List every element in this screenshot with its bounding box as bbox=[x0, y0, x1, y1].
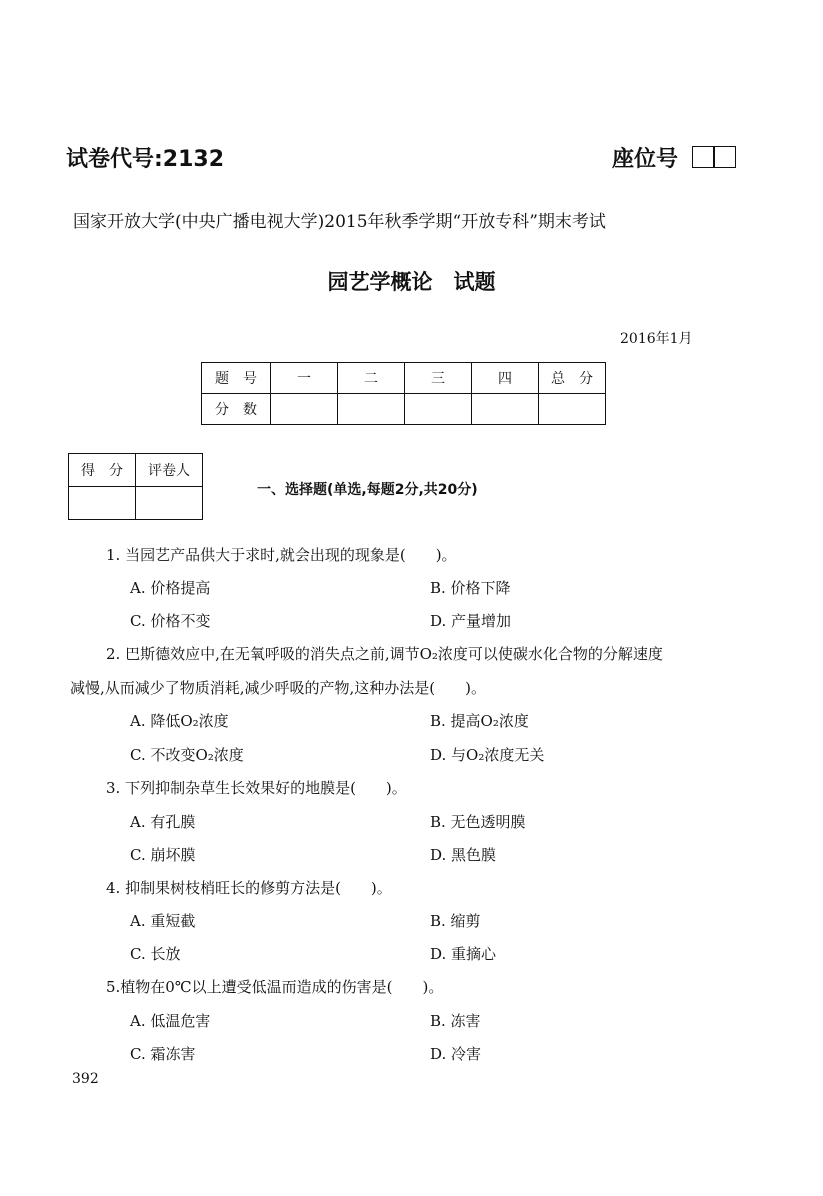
subject-title: 园艺学概论 试题 bbox=[327, 270, 496, 294]
question-5: 5.植物在0℃以上遭受低温而造成的伤害是( )。 bbox=[106, 978, 444, 996]
question-5-option-d: D. 冷害 bbox=[430, 1045, 482, 1063]
score-table-score-row bbox=[202, 394, 606, 425]
seat-label: 座位号 bbox=[612, 147, 679, 172]
score-cell-4: 四 bbox=[472, 363, 539, 394]
question-3-option-c: C. 崩坏膜 bbox=[130, 846, 196, 864]
score-input-3 bbox=[405, 394, 472, 425]
score-cell-3: 三 bbox=[405, 363, 472, 394]
question-2-option-c: C. 不改变O₂浓度 bbox=[130, 746, 244, 764]
question-3-option-b: B. 无色透明膜 bbox=[430, 813, 526, 831]
seat-number-box-2 bbox=[714, 146, 736, 168]
score-cell-1: 一 bbox=[271, 363, 338, 394]
question-1-option-b: B. 价格下降 bbox=[430, 579, 511, 597]
score-input-total bbox=[539, 394, 606, 425]
score-table-header-row bbox=[202, 363, 606, 394]
question-5-option-b: B. 冻害 bbox=[430, 1012, 481, 1030]
question-2-line-1: 2. 巴斯德效应中,在无氧呼吸的消失点之前,调节O₂浓度可以使碳水化合物的分解速度 bbox=[106, 645, 663, 663]
exam-date: 2016年1月 bbox=[620, 331, 693, 347]
question-1-option-c: C. 价格不变 bbox=[130, 612, 211, 630]
section-title: 一、选择题(单选,每题2分,共20分) bbox=[257, 482, 478, 498]
question-2-line-2: 减慢,从而减少了物质消耗,减少呼吸的产物,这种办法是( )。 bbox=[70, 679, 487, 697]
grader-score-header: 得 分 bbox=[69, 454, 136, 487]
exam-title: 国家开放大学(中央广播电视大学)2015年秋季学期“开放专科”期末考试 bbox=[73, 212, 606, 232]
question-2-option-b: B. 提高O₂浓度 bbox=[430, 712, 529, 730]
question-1-option-d: D. 产量增加 bbox=[430, 612, 512, 630]
score-input-4 bbox=[472, 394, 539, 425]
seat-number-box-1 bbox=[692, 146, 714, 168]
question-5-option-c: C. 霜冻害 bbox=[130, 1045, 196, 1063]
question-1-option-a: A. 价格提高 bbox=[130, 579, 211, 597]
score-table bbox=[201, 362, 606, 425]
grader-score-cell bbox=[69, 487, 136, 520]
question-4-option-a: A. 重短截 bbox=[130, 912, 196, 930]
score-input-1 bbox=[271, 394, 338, 425]
question-1: 1. 当园艺产品供大于求时,就会出现的现象是( )。 bbox=[106, 546, 457, 564]
score-cell-2: 二 bbox=[338, 363, 405, 394]
question-4-option-d: D. 重摘心 bbox=[430, 945, 497, 963]
question-3: 3. 下列抑制杂草生长效果好的地膜是( )。 bbox=[106, 779, 407, 797]
question-5-option-a: A. 低温危害 bbox=[130, 1012, 211, 1030]
score-cell-label: 题 号 bbox=[202, 363, 271, 394]
question-4: 4. 抑制果树枝梢旺长的修剪方法是( )。 bbox=[106, 879, 392, 897]
page-number: 392 bbox=[72, 1071, 99, 1087]
question-2-option-d: D. 与O₂浓度无关 bbox=[430, 746, 545, 764]
question-3-option-d: D. 黑色膜 bbox=[430, 846, 497, 864]
grader-name-cell bbox=[136, 487, 203, 520]
score-input-2 bbox=[338, 394, 405, 425]
question-4-option-c: C. 长放 bbox=[130, 945, 181, 963]
question-4-option-b: B. 缩剪 bbox=[430, 912, 481, 930]
question-3-option-a: A. 有孔膜 bbox=[130, 813, 196, 831]
score-cell-total: 总 分 bbox=[539, 363, 606, 394]
grader-table bbox=[68, 453, 203, 520]
paper-code: 试卷代号:2132 bbox=[66, 147, 225, 172]
grader-name-header: 评卷人 bbox=[136, 454, 203, 487]
question-2-option-a: A. 降低O₂浓度 bbox=[130, 712, 229, 730]
score-row-label: 分 数 bbox=[202, 394, 271, 425]
